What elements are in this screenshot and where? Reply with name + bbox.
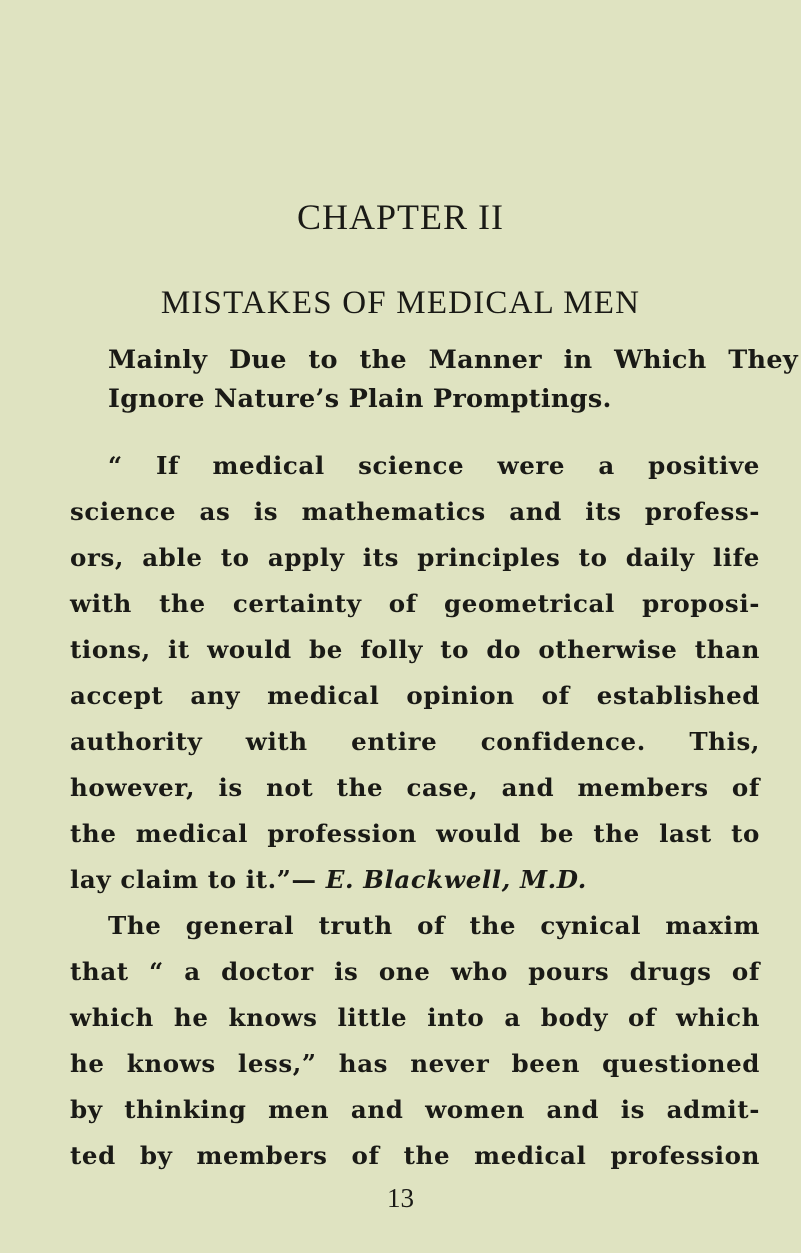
- body-line: ors, able to apply its principles to daily life: [70, 543, 760, 572]
- body-line: science as is mathematics and its profess-: [70, 497, 760, 526]
- body-line: with the certainty of geometrical proposi-: [70, 589, 760, 618]
- body-line: by thinking men and women and is admit-: [70, 1095, 760, 1124]
- attribution: E. Blackwell, M.D.: [325, 865, 587, 894]
- page-number: 13: [387, 1183, 414, 1213]
- body-line: authority with entire confidence. This,: [70, 727, 760, 756]
- body-line: that “ a doctor is one who pours drugs of: [70, 957, 760, 986]
- body-line-with-attribution: [70, 865, 760, 894]
- subtitle-line-1: Mainly Due to the Manner in Which They: [108, 345, 798, 375]
- body-line: “ If medical science were a positive: [108, 451, 760, 480]
- body-line: The general truth of the cynical maxim: [108, 911, 760, 940]
- quote-end: lay claim to it.”—: [70, 865, 317, 894]
- chapter-title: MISTAKES OF MEDICAL MEN: [160, 285, 641, 321]
- body-line: the medical profession would be the last to: [70, 819, 760, 848]
- body-line: however, is not the case, and members of: [70, 773, 760, 802]
- body-line: accept any medical opinion of established: [70, 681, 760, 710]
- body-line: tions, it would be folly to do otherwise than: [70, 635, 760, 664]
- subtitle-line-2: Ignore Nature’s Plain Promptings.: [108, 384, 612, 414]
- body-line: ted by members of the medical profession: [70, 1141, 760, 1170]
- body-line: he knows less,” has never been questioned: [70, 1049, 760, 1078]
- chapter-heading: CHAPTER II: [297, 197, 504, 237]
- body-line: which he knows little into a body of which: [70, 1003, 760, 1032]
